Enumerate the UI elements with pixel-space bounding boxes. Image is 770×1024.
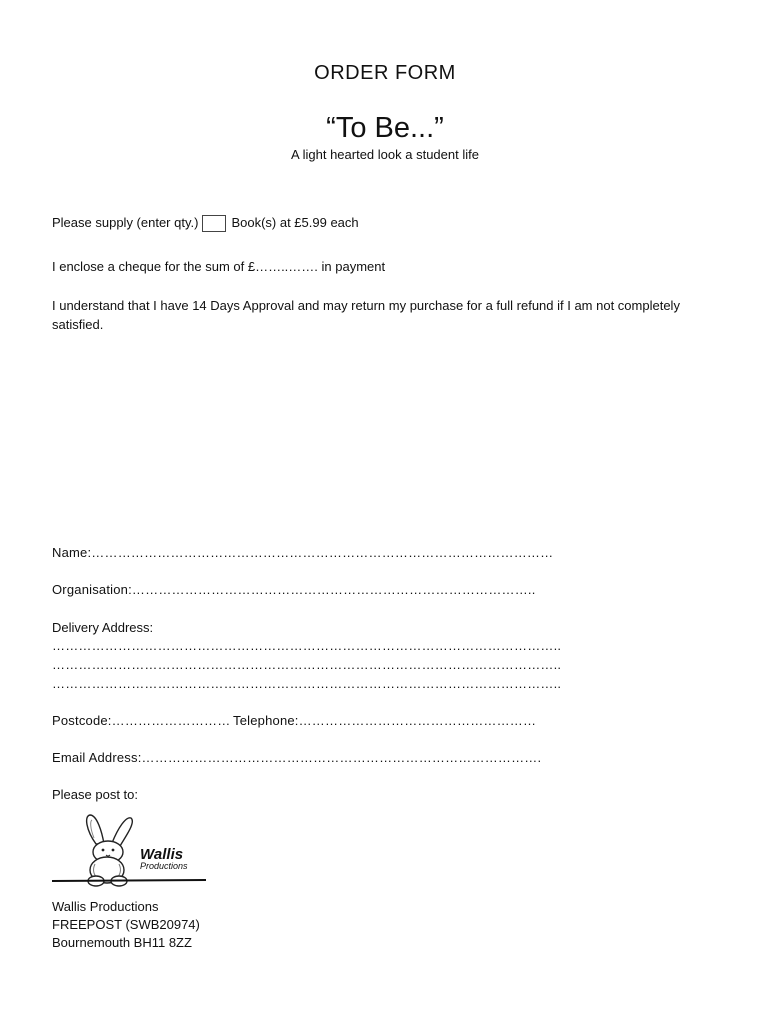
supply-prefix: Please supply (enter qty.) xyxy=(52,215,199,230)
post-to-label: Please post to: xyxy=(52,787,138,802)
name-field[interactable]: Name:…………………………………………………………………………………………… xyxy=(52,545,554,560)
logo-tagline: Productions xyxy=(140,861,188,871)
delivery-address-label: Delivery Address: xyxy=(52,620,154,635)
supply-row xyxy=(52,215,359,232)
quantity-input[interactable] xyxy=(202,215,226,232)
email-field[interactable]: Email Address:………………………………………………………………………………. xyxy=(52,750,542,765)
wallis-productions-logo xyxy=(52,812,210,892)
telephone-field[interactable]: Telephone:……………………………………………… xyxy=(233,713,537,728)
address-line-3: Bournemouth BH11 8ZZ xyxy=(52,935,192,950)
address-line-1: Wallis Productions xyxy=(52,899,159,914)
rabbit-icon xyxy=(52,812,210,892)
address-line-2: FREEPOST (SWB20974) xyxy=(52,917,200,932)
approval-statement: I understand that I have 14 Days Approval and may return my purchase for a full refund if I am not completely satisfied. xyxy=(52,298,680,332)
logo-name: Wallis xyxy=(140,846,184,863)
book-title: “To Be...” xyxy=(326,112,444,144)
postal-address xyxy=(52,898,200,952)
book-subtitle: A light hearted look a student life xyxy=(291,147,479,162)
form-title: ORDER FORM xyxy=(314,62,456,84)
delivery-address-line-2[interactable]: …………………………………………………………………………………………………….. xyxy=(52,657,562,672)
postcode-field[interactable]: Postcode:……………………… xyxy=(52,713,231,728)
delivery-address-line-1[interactable]: …………………………………………………………………………………………………….. xyxy=(52,638,562,653)
cheque-statement: I enclose a cheque for the sum of £……..……. in payment xyxy=(52,259,386,274)
delivery-address-line-3[interactable]: …………………………………………………………………………………………………….. xyxy=(52,676,562,691)
supply-suffix: Book(s) at £5.99 each xyxy=(231,215,359,230)
organisation-field[interactable]: Organisation:……………………………………………………………………………….. xyxy=(52,582,536,597)
